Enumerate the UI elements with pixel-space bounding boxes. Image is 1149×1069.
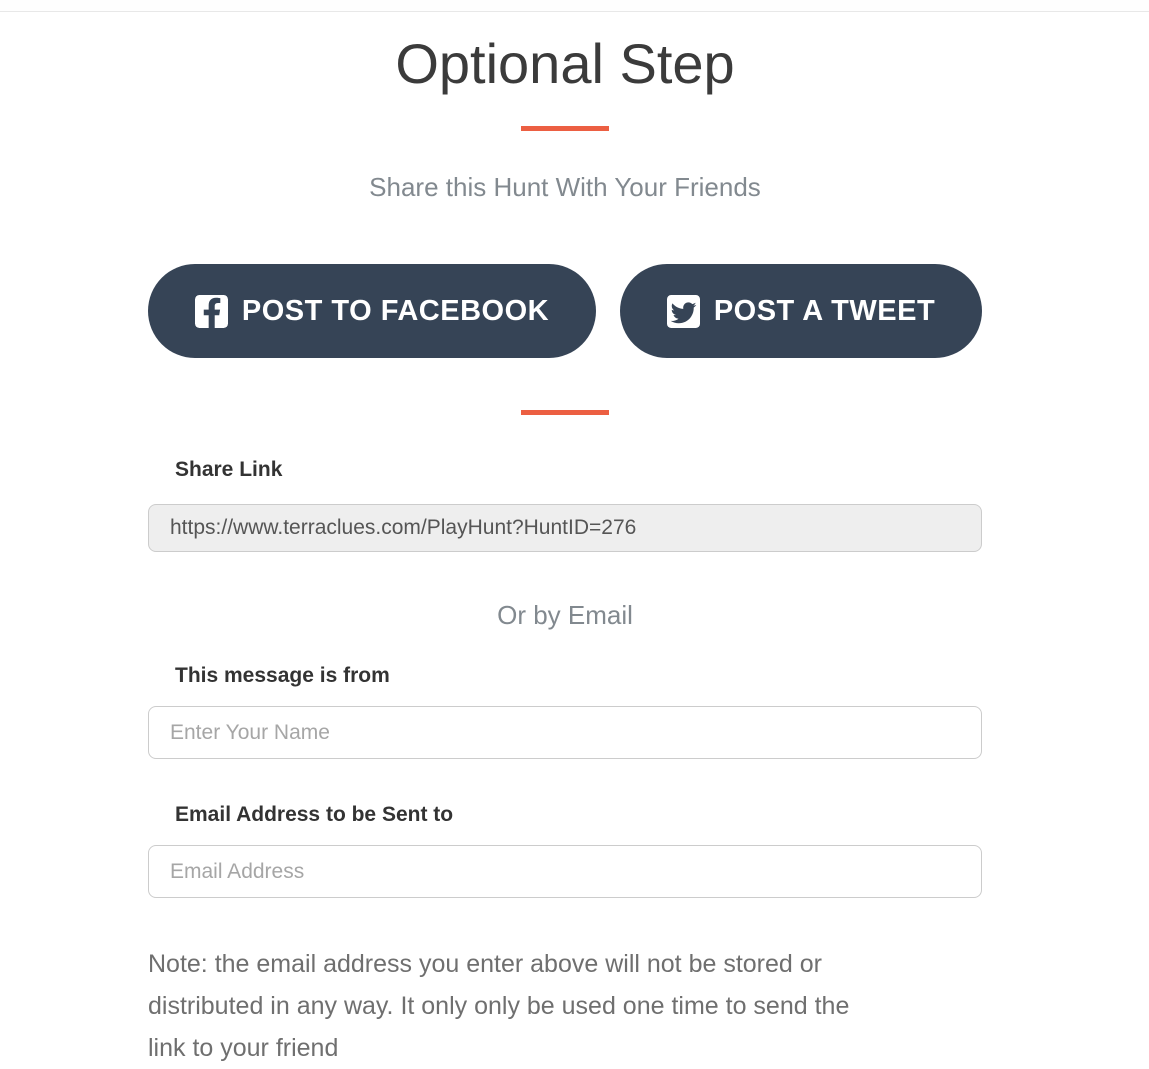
facebook-square-icon xyxy=(195,295,228,328)
accent-divider-top xyxy=(521,126,609,131)
post-a-tweet-button[interactable] xyxy=(620,264,982,358)
post-to-facebook-button[interactable] xyxy=(148,264,596,358)
sender-name-input[interactable] xyxy=(148,706,982,759)
optional-step-panel xyxy=(148,32,982,1069)
post-to-facebook-label: POST TO FACEBOOK xyxy=(241,294,550,327)
message-from-label: This message is from xyxy=(175,664,390,687)
twitter-square-icon xyxy=(667,295,700,328)
email-address-label: Email Address to be Sent to xyxy=(175,803,454,826)
share-subtitle: Share this Hunt With Your Friends xyxy=(369,172,761,202)
privacy-note-line: distributed in any way. It only only be used one time to send the xyxy=(148,992,850,1020)
accent-divider-bottom xyxy=(521,410,609,415)
share-link-label: Share Link xyxy=(175,458,283,481)
share-link-input[interactable] xyxy=(148,504,982,552)
social-buttons-row xyxy=(148,264,982,358)
privacy-note xyxy=(148,943,982,1069)
privacy-note-line: Note: the email address you enter above will not be stored or xyxy=(148,950,822,978)
privacy-note-line: link to your friend xyxy=(148,1034,339,1062)
top-divider xyxy=(0,0,1149,12)
or-by-email-heading: Or by Email xyxy=(497,600,633,630)
page-title: Optional Step xyxy=(395,32,735,95)
post-a-tweet-label: POST A TWEET xyxy=(713,294,936,327)
recipient-email-input[interactable] xyxy=(148,845,982,898)
